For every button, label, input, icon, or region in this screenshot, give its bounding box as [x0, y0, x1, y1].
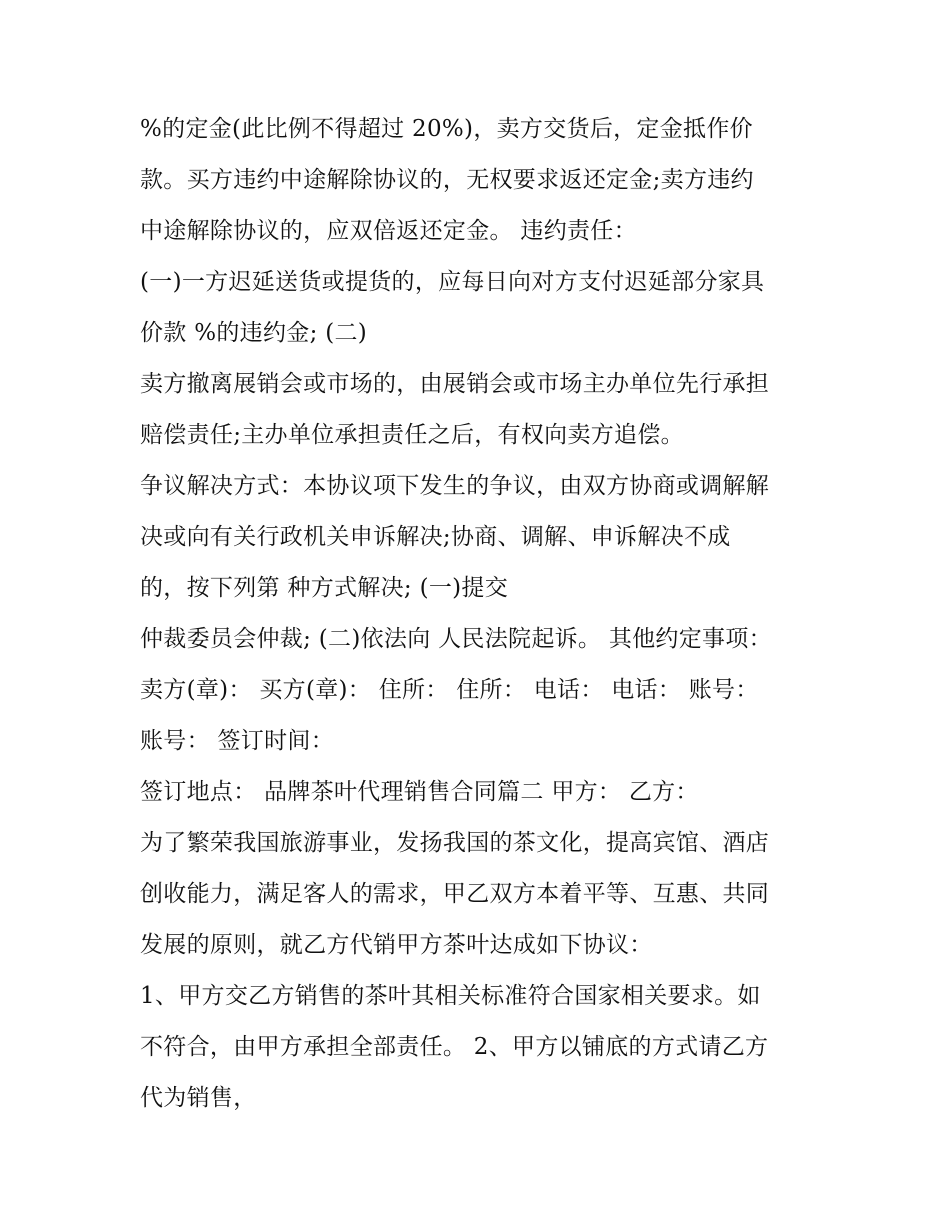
text-line: 卖方(章)： 买方(章)： 住所： 住所： 电话： 电话： 账号： [140, 677, 759, 703]
text-line: 代为销售， [140, 1085, 257, 1111]
text-line: 中途解除协议的，应双倍返还定金。 违约责任： [140, 218, 637, 244]
text-line: 的，按下列第 种方式解决; (一)提交 [140, 575, 509, 601]
text-line: 争议解决方式：本协议项下发生的争议，由双方协商或调解解 [140, 473, 770, 499]
text-line: 价款 %的违约金; (二) [140, 320, 368, 346]
document-body [140, 104, 830, 1124]
text-line: 发展的原则，就乙方代销甲方茶叶达成如下协议： [140, 932, 653, 958]
text-line: %的定金(此比例不得超过 20%)，卖方交货后，定金抵作价 [140, 116, 753, 142]
text-line: 卖方撤离展销会或市场的，由展销会或市场主办单位先行承担 [140, 371, 770, 397]
text-line: 为了繁荣我国旅游事业，发扬我国的茶文化，提高宾馆、酒店 [140, 830, 770, 856]
text-line: (一)一方迟延送货或提货的，应每日向对方支付迟延部分家具 [140, 269, 765, 295]
text-line: 不符合，由甲方承担全部责任。 2、甲方以铺底的方式请乙方 [140, 1034, 769, 1060]
text-line: 签订地点： 品牌茶叶代理销售合同篇二 甲方： 乙方： [140, 779, 699, 805]
text-line: 款。买方违约中途解除协议的，无权要求返还定金;卖方违约 [140, 167, 754, 193]
text-line: 1、甲方交乙方销售的茶叶其相关标准符合国家相关要求。如 [140, 983, 761, 1009]
text-line: 决或向有关行政机关申诉解决;协商、调解、申诉解决不成 [140, 524, 731, 550]
text-line: 仲裁委员会仲裁; (二)依法向 人民法院起诉。 其他约定事项： [140, 626, 772, 652]
text-line: 账号： 签订时间： [140, 728, 335, 754]
text-line: 创收能力，满足客人的需求，甲乙双方本着平等、互惠、共同 [140, 881, 770, 907]
text-line: 赔偿责任;主办单位承担责任之后，有权向卖方追偿。 [140, 422, 684, 448]
